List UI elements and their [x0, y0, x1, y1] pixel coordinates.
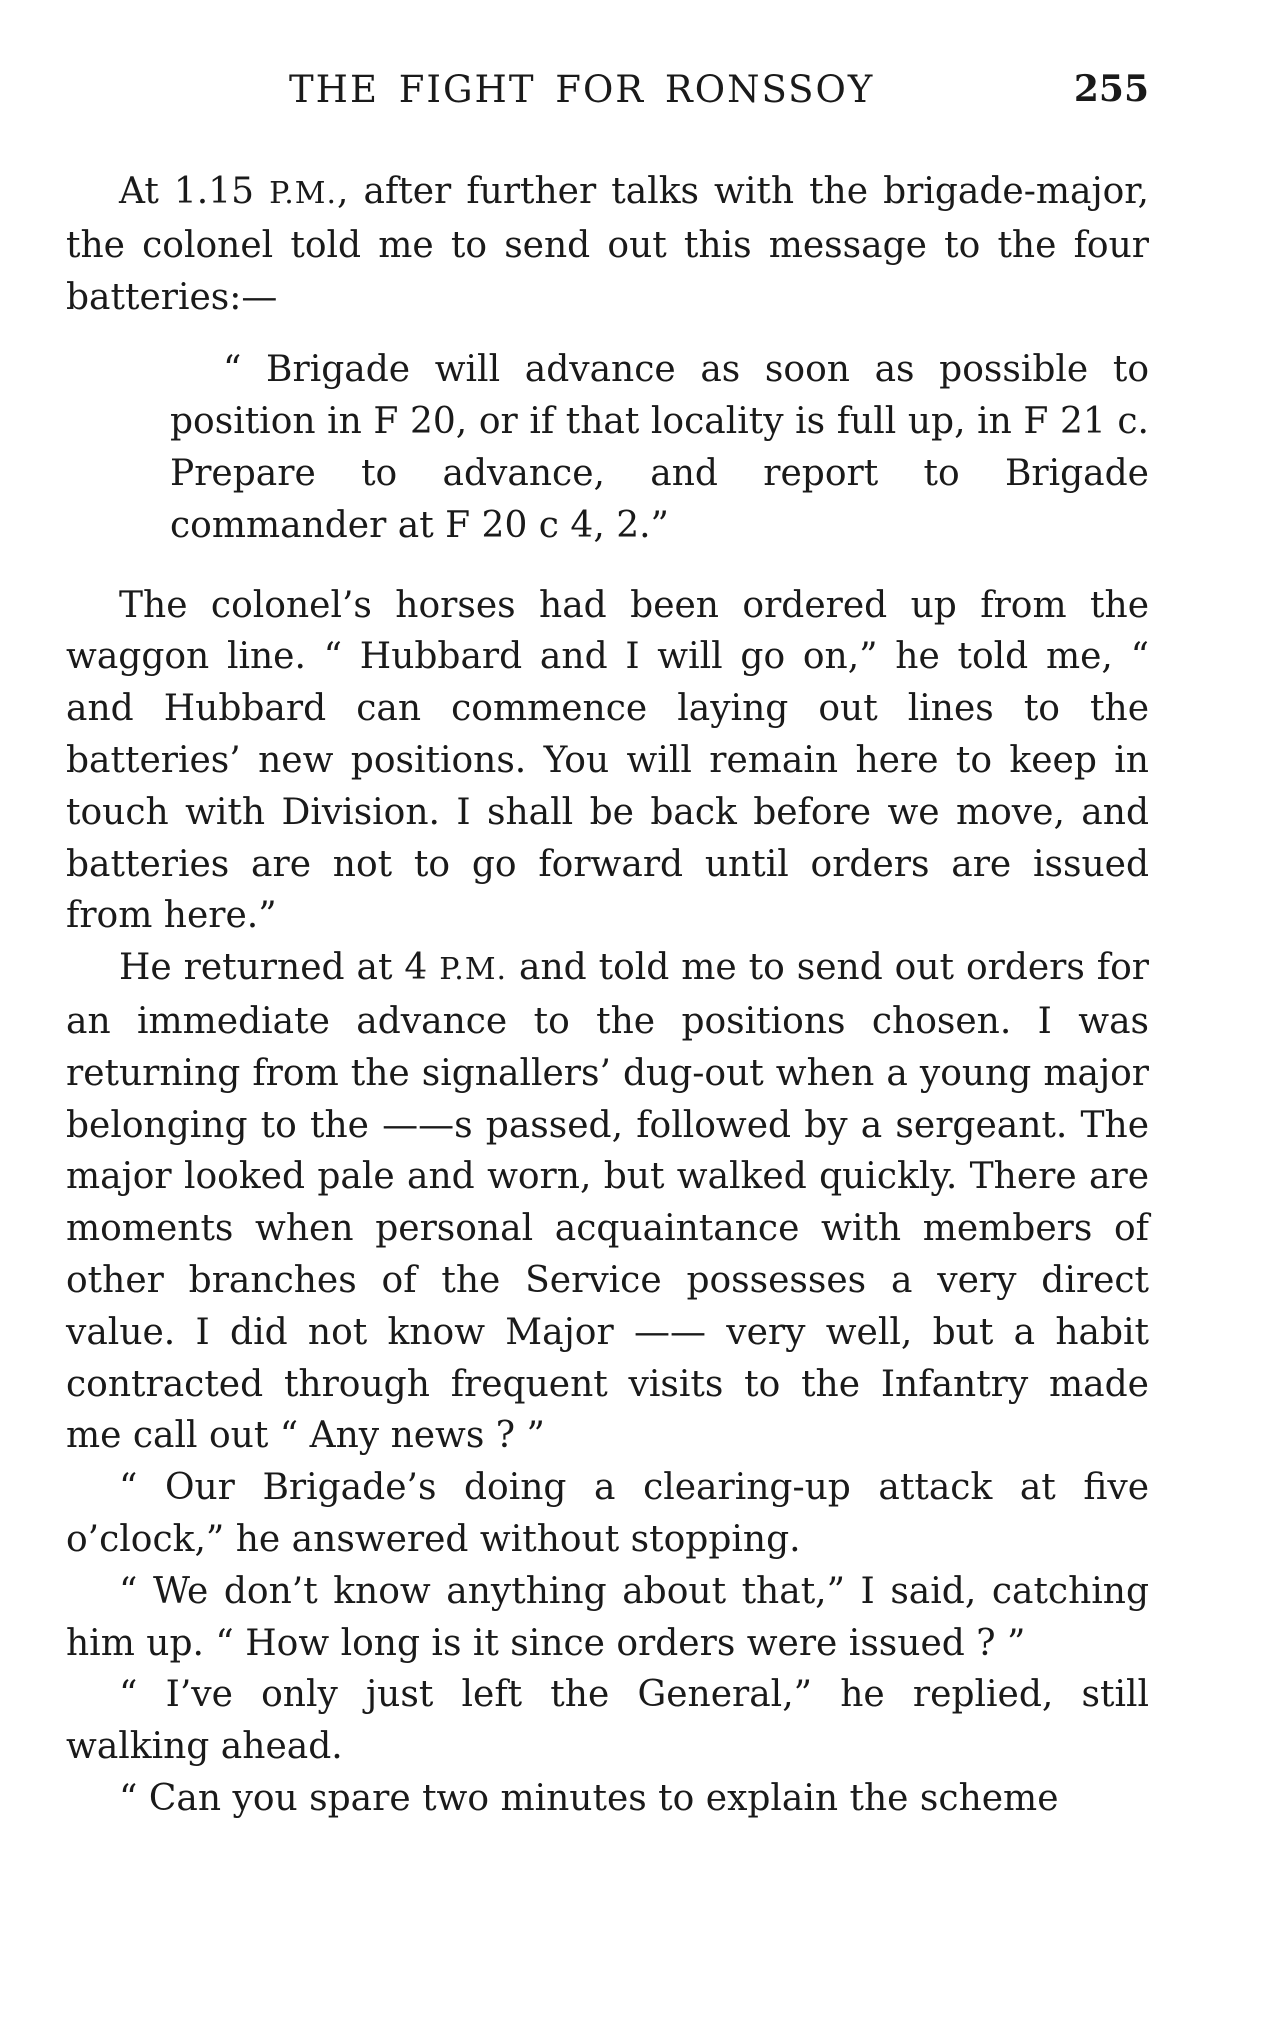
paragraph-3: He returned at 4 P.M. and told me to send out orders for an immediate advance to the positions chosen. I was returning from the signallers’ dug-out when a young major belonging to the ——s passed, followed by a sergeant. The major looked pale and worn, but walked quickly. There are moments when personal acquaintance with members of other branches of the Service possesses a very direct value. I did not know Major —— very well, but a habit contracted through frequent visits to the Infantry made me call out “ Any news ? ” — [66, 947, 1150, 1457]
time-abbreviation: P.M. — [269, 176, 337, 211]
running-head — [66, 68, 1149, 118]
running-title: THE FIGHT FOR RONSSOY — [289, 68, 875, 111]
paragraph-7: “ Can you spare two minutes to explain the scheme — [119, 1777, 1059, 1819]
body-text — [66, 166, 1149, 1825]
paragraph-4: “ Our Brigade’s doing a clearing-up attack at five o’clock,” he answered without stopping. — [66, 1467, 1149, 1560]
paragraph-2: The colonel’s horses had been ordered up from the waggon line. “ Hubbard and I will go on,” he told me, “ and Hubbard can commence laying out lines to the batteries’ new positions. You will remain here to keep in touch with Division. I shall be back before we move, and batteries are not to go forward until orders are issued from here.” — [66, 584, 1149, 937]
page-number: 255 — [1073, 68, 1149, 110]
paragraph-5: “ We don’t know anything about that,” I said, catching him up. “ How long is it since orders were issued ? ” — [66, 1570, 1149, 1664]
time-abbreviation: P.M. — [439, 952, 508, 988]
quoted-message: “ Brigade will advance as soon as possible to position in F 20, or if that locality is full up, in F 21 c. Prepare to advance, and report to Brigade commander at F 20 c 4, 2.” — [170, 349, 1149, 546]
paragraph-6: “ I’ve only just left the General,” he replied, still walking ahead. — [66, 1674, 1149, 1768]
paragraph-1: At 1.15 P.M., after further talks with the brigade-major, the colonel told me to send out this message to the four batteries:— — [66, 171, 1149, 318]
